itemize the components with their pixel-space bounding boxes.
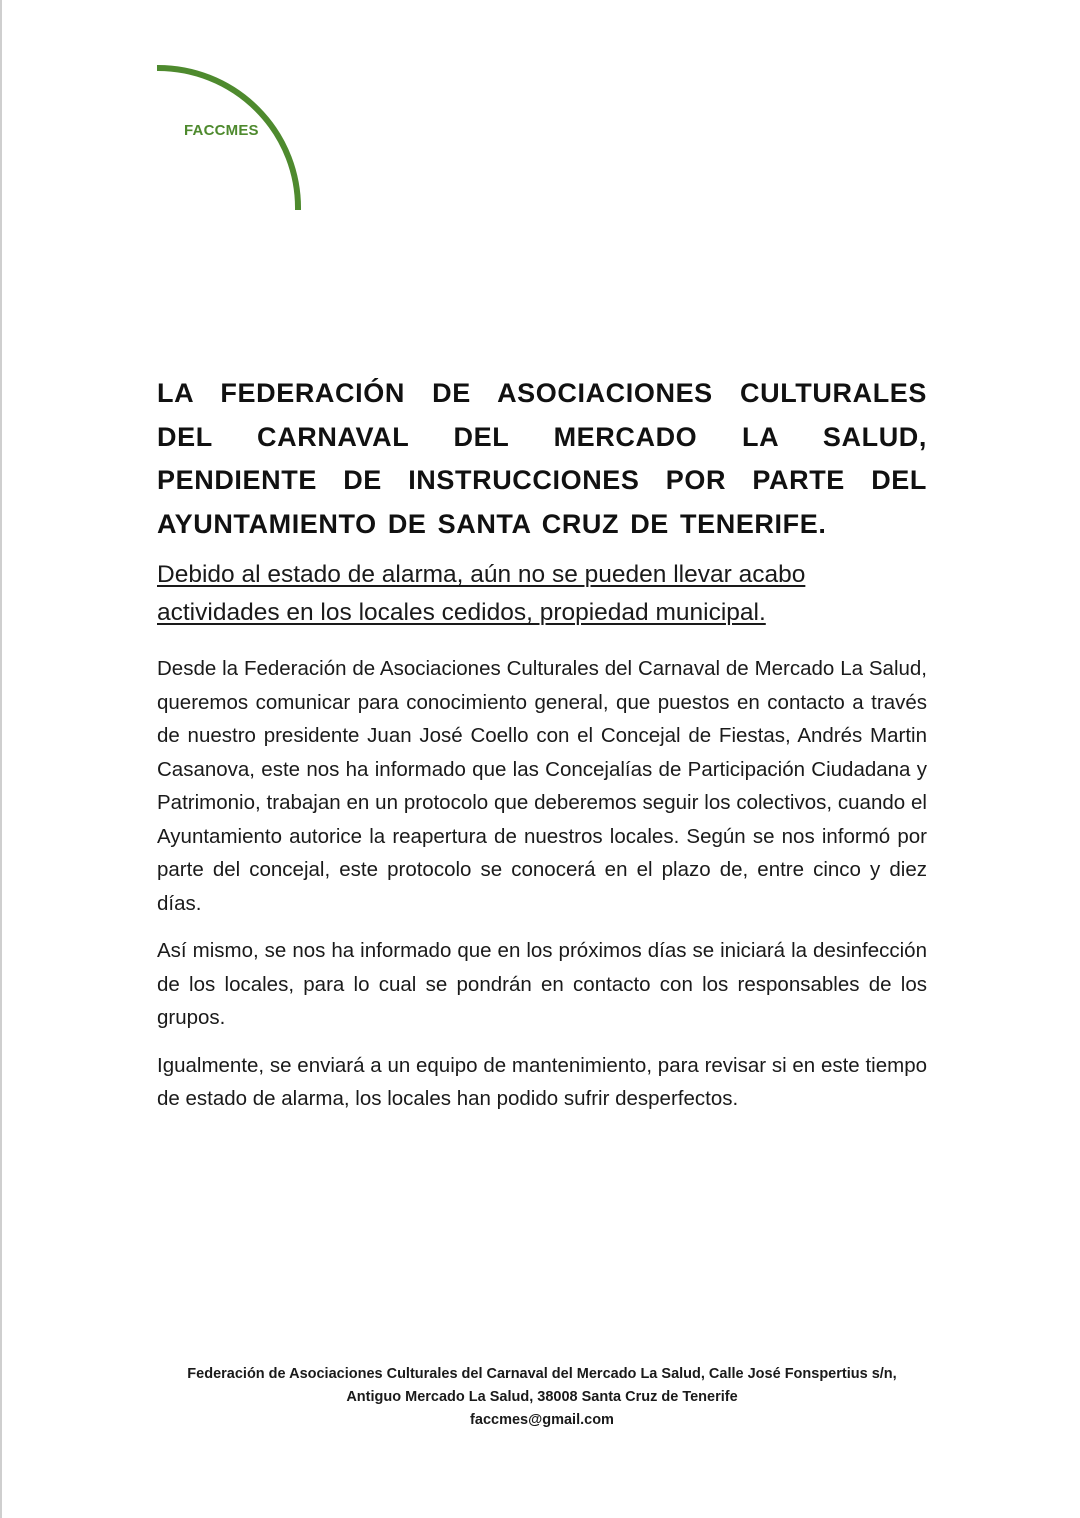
document-subtitle: Debido al estado de alarma, aún no se pueden llevar acabo actividades en los locales cedidos, propiedad municipal.	[157, 561, 806, 626]
footer-address-line-1: Federación de Asociaciones Culturales del Carnaval del Mercado La Salud, Calle José Fonspertius s/n,	[187, 1366, 897, 1382]
paragraph-2: Así mismo, se nos ha informado que en los próximos días se iniciará la desinfección de los locales, para lo cual se pondrán en contacto con los responsables de los grupos.	[157, 939, 927, 1029]
document-body	[157, 372, 927, 1116]
logo-text: FACCMES	[184, 122, 259, 139]
footer-address-line-2: Antiguo Mercado La Salud, 38008 Santa Cruz de Tenerife	[346, 1389, 738, 1405]
paragraph-3: Igualmente, se enviará a un equipo de mantenimiento, para revisar si en este tiempo de estado de alarma, los locales han podido sufrir desperfectos.	[157, 1053, 927, 1110]
footer	[2, 1363, 1080, 1432]
document-title: LA FEDERACIÓN DE ASOCIACIONES CULTURALES DEL CARNAVAL DEL MERCADO LA SALUD, PENDIENTE DE INSTRUCCIONES POR PARTE DEL AYUNTAMIENTO DE SANTA CRUZ DE TENERIFE.	[157, 378, 927, 539]
footer-email: faccmes@gmail.com	[470, 1412, 614, 1428]
logo-arc-icon	[152, 60, 312, 220]
paragraph-1: Desde la Federación de Asociaciones Culturales del Carnaval de Mercado La Salud, queremos comunicar para conocimiento general, que puestos en contacto a través de nuestro presidente Juan José Coello con el Concejal de Fiestas, Andrés Martin Casanova, este nos ha informado que las Concejalías de Participación Ciudadana y Patrimonio, trabajan en un protocolo que deberemos seguir los colectivos, cuando el Ayuntamiento autorice la reapertura de nuestros locales. Según se nos informó por parte del concejal, este protocolo se conocerá en el plazo de, entre cinco y diez días.	[157, 657, 927, 915]
